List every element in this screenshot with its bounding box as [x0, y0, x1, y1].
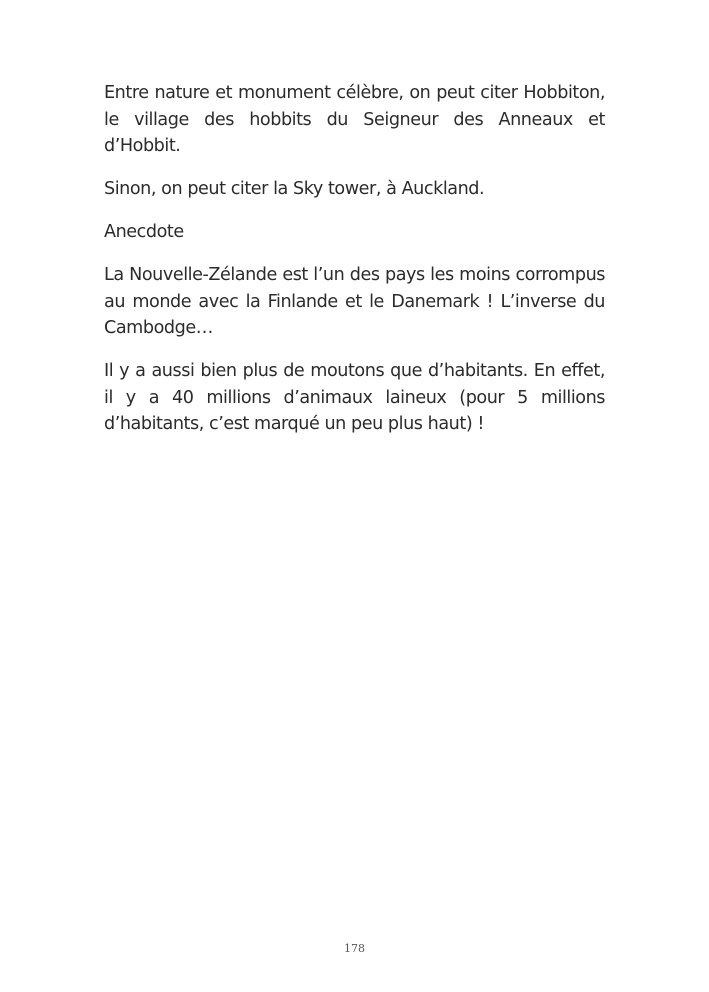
paragraph-sky-tower: Sinon, on peut citer la Sky tower, à Auckland.: [104, 179, 485, 199]
page-body: [104, 80, 605, 454]
section-heading-anecdote: Anecdote: [104, 222, 184, 242]
paragraph-hobbiton: Entre nature et monument célèbre, on peut citer Hobbiton, le village des hobbits du Seigneur des Anneaux et d’Hobbit.: [104, 83, 605, 156]
page-number: 178: [344, 942, 365, 955]
paragraph-corruption: La Nouvelle-Zélande est l’un des pays les moins corrompus au monde avec la Finlande et le Danemark ! L’inverse du Cambodge…: [104, 265, 605, 338]
paragraph-sheep: Il y a aussi bien plus de moutons que d’habitants. En effet, il y a 40 millions d’animaux laineux (pour 5 millions d’habitants, c’est marqué un peu plus haut) !: [104, 361, 605, 434]
